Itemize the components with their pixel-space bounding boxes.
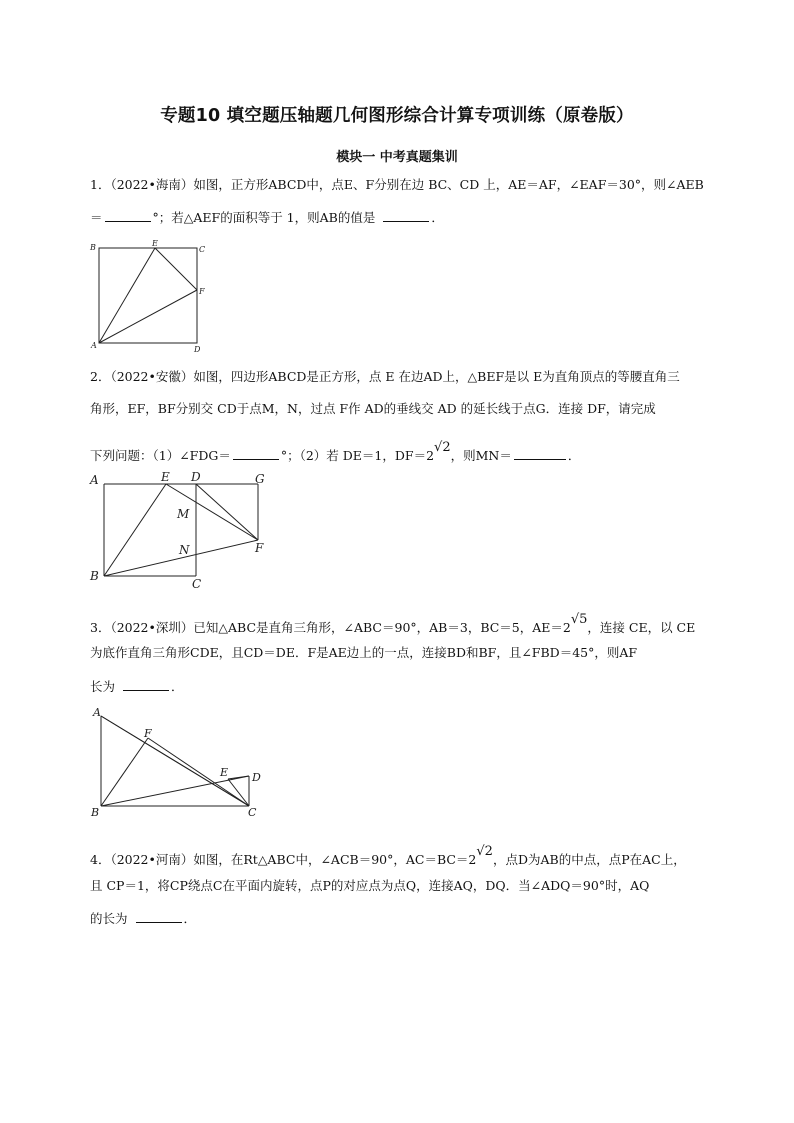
q3-label-c: C	[248, 806, 257, 819]
q1-segment-af	[99, 290, 197, 343]
q2-label-m: M	[177, 507, 190, 521]
q2-part1: 下列问题：（1）∠FDG＝	[90, 448, 231, 464]
q1-line-2	[90, 209, 444, 226]
q4-end: ．	[183, 911, 197, 926]
q3-line-3	[90, 678, 184, 695]
q2-label-c: C	[192, 577, 202, 590]
q2-blank-mn[interactable]	[514, 447, 566, 460]
q3-label-f: F	[144, 727, 152, 740]
q3-segment-ec	[228, 779, 249, 806]
q3-part2: ，连接 CE，以 CE	[587, 620, 696, 636]
q2-figure	[88, 470, 278, 590]
q2-sqrt-2: √2	[434, 440, 451, 455]
q3-part1: 3．（2022•深圳）已知△ABC是直角三角形，∠ABC＝90°，AB＝3，BC＝5，AE＝2	[90, 620, 571, 636]
q3-segment-ae	[101, 716, 249, 806]
q1-label-e: E	[152, 239, 158, 248]
q1-text: °；若△AEF的面积等于 1，则AB的值是	[152, 210, 376, 225]
q1-blank-ab[interactable]	[383, 209, 429, 222]
q3-part3: 长为	[90, 679, 116, 694]
q2-label-f: F	[255, 541, 264, 555]
q4-blank-aq[interactable]	[136, 910, 182, 923]
q2-part3: ，则MN＝	[450, 448, 512, 464]
q3-segment-fc	[148, 738, 249, 806]
q4-part2: ，点D为AB的中点，点P在AC上，	[492, 852, 686, 868]
q3-segment-bf	[101, 738, 148, 806]
q2-label-a: A	[90, 473, 99, 487]
q1-label-b: B	[90, 243, 96, 252]
q1-segment-ef	[155, 248, 197, 290]
q1-label-d: D	[194, 345, 201, 354]
q1-line-1: 1．（2022•海南）如图，正方形ABCD中，点E、F分别在边 BC、CD 上，AE＝AF，∠EAF＝30°，则∠AEB	[90, 177, 704, 192]
q2-end: ．	[567, 448, 581, 464]
q3-blank-af[interactable]	[123, 678, 169, 691]
q4-part3: 的长为	[90, 911, 128, 926]
q4-line-3	[90, 910, 196, 927]
q2-label-d: D	[191, 470, 201, 484]
q2-line-3	[90, 440, 581, 464]
q1-end: ．	[431, 210, 444, 225]
q3-end: ．	[171, 679, 184, 694]
q1-label-f: F	[199, 287, 205, 296]
q1-segment-ae	[99, 248, 155, 343]
q1-blank-angle[interactable]	[105, 209, 151, 222]
q2-label-b: B	[90, 569, 99, 583]
q2-blank-angle[interactable]	[233, 447, 279, 460]
q3-line-2: 为底作直角三角形CDE，且CD＝DE．F是AE边上的一点，连接BD和BF，且∠FBD＝45°，则AF	[90, 645, 638, 660]
q4-line-2: 且 CP＝1，将CP绕点C在平面内旋转，点P的对应点为点Q，连接AQ，DQ．当∠ADQ＝90°时，AQ	[90, 878, 650, 893]
q3-label-a: A	[93, 706, 101, 719]
q1-figure	[88, 238, 218, 356]
page-title: 专题10 填空题压轴题几何图形综合计算专项训练（原卷版）	[160, 106, 634, 126]
q2-segment-df	[196, 484, 258, 540]
q1-square	[99, 248, 197, 343]
q2-part2: °；（2）若 DE＝1，DF＝2	[280, 448, 435, 464]
q4-line-1	[90, 844, 686, 868]
q2-segment-be	[104, 484, 166, 576]
q4-sqrt-2: √2	[476, 844, 493, 859]
q2-label-g: G	[255, 472, 265, 486]
q2-line-2: 角形，EF，BF分别交 CD于点M，N，过点 F作 AD的垂线交 AD 的延长线于点G．连接 DF，请完成	[90, 401, 656, 416]
q3-figure	[88, 704, 268, 822]
q4-part1: 4．（2022•河南）如图，在Rt△ABC中，∠ACB＝90°，AC＝BC＝2	[90, 852, 477, 868]
q1-equals: ＝	[90, 210, 103, 225]
q3-label-b: B	[91, 806, 100, 819]
q2-label-e: E	[161, 470, 170, 484]
q1-label-c: C	[199, 245, 206, 254]
module-heading: 模块一 中考真题集训	[336, 150, 458, 165]
q3-label-e: E	[220, 766, 229, 779]
q3-line-1	[90, 612, 696, 636]
q3-sqrt-5: √5	[570, 612, 588, 627]
q1-label-a: A	[91, 341, 97, 350]
q3-label-d: D	[252, 771, 261, 784]
q2-label-n: N	[179, 543, 190, 557]
q2-line-1: 2．（2022•安徽）如图，四边形ABCD是正方形，点 E 在边AD上，△BEF是以 E为直角顶点的等腰直角三	[90, 369, 680, 384]
